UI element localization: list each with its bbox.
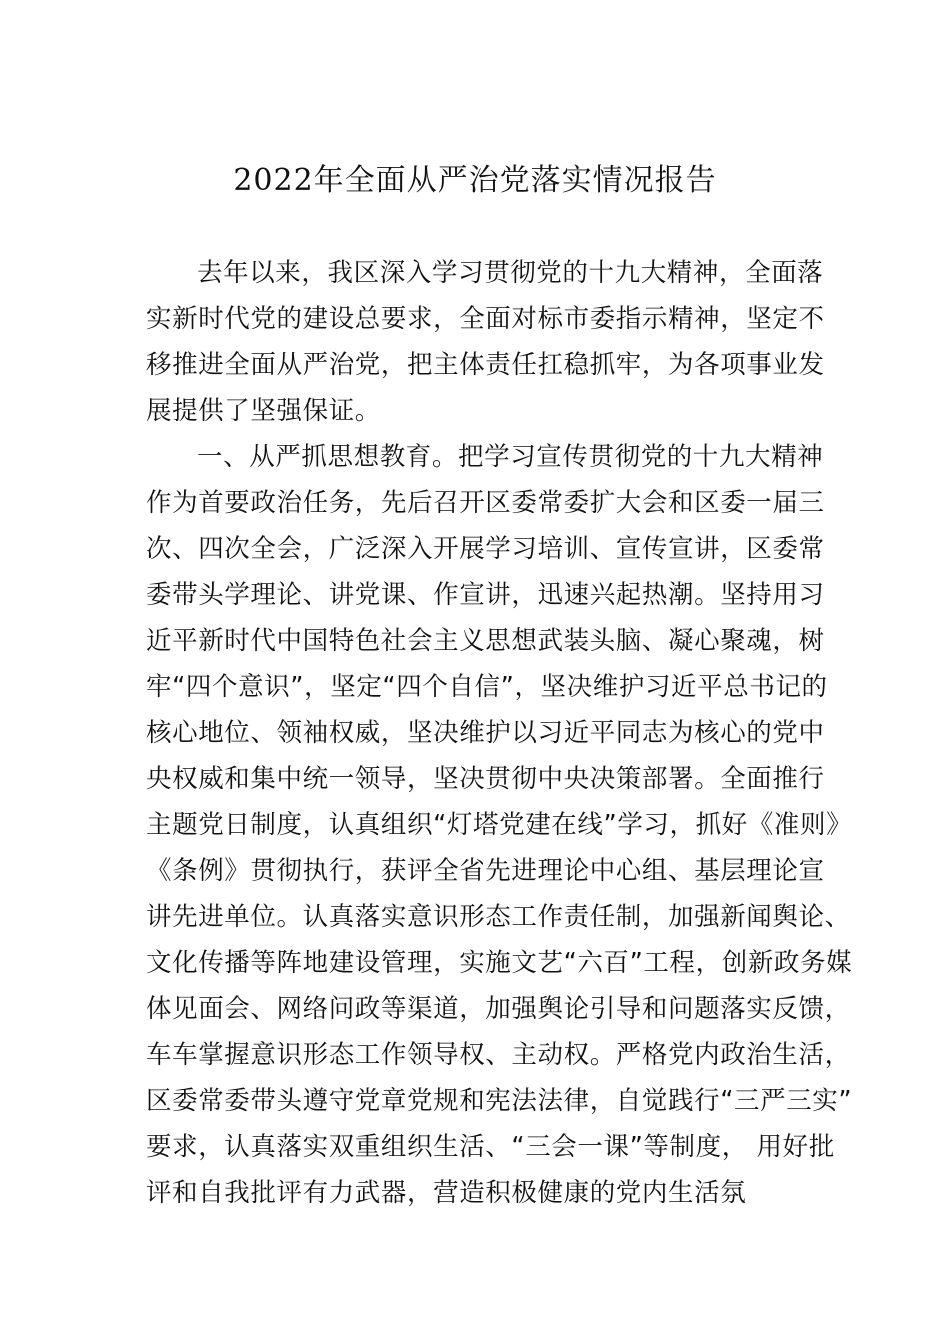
text-line: 委带头学理论、讲党课、作宣讲，迅速兴起热潮。坚持用习 bbox=[146, 580, 825, 610]
text-line: 一、从严抓思想教育。把学习宣传贯彻党的十九大精神 bbox=[197, 442, 824, 472]
text-line: 核心地位、领袖权威，坚决维护以习近平同志为核心的党中 bbox=[146, 718, 825, 748]
text-line: 主题党日制度，认真组织“灯塔党建在线”学习，抓好《准则》 bbox=[146, 810, 853, 840]
paragraph-intro bbox=[146, 250, 825, 434]
text-line: 央权威和集中统一领导，坚决贯彻中央决策部署。全面推行 bbox=[146, 764, 825, 794]
text-line: 移推进全面从严治党，把主体责任扛稳抓牢，为各项事业发 bbox=[146, 350, 825, 380]
text-line: 作为首要政治任务，先后召开区委常委扩大会和区委一届三 bbox=[146, 488, 825, 518]
text-line: 实新时代党的建设总要求，全面对标市委指示精神，坚定不 bbox=[146, 304, 825, 334]
text-line: 《条例》贯彻执行，获评全省先进理论中心组、基层理论宣 bbox=[146, 856, 825, 886]
text-line: 次、四次全会，广泛深入开展学习培训、宣传宣讲，区委常 bbox=[146, 534, 825, 564]
text-line: 去年以来，我区深入学习贯彻党的十九大精神，全面落 bbox=[197, 258, 824, 288]
document-title: 2022年全面从严治党落实情况报告 bbox=[233, 163, 717, 198]
text-line: 文化传播等阵地建设管理，实施文艺“六百”工程，创新政务媒 bbox=[146, 948, 853, 978]
text-line: 评和自我批评有力武器，营造积极健康的党内生活氛 bbox=[146, 1178, 747, 1208]
text-line: 讲先进单位。认真落实意识形态工作责任制，加强新闻舆论、 bbox=[146, 902, 851, 932]
text-line: 车车掌握意识形态工作领导权、主动权。严格党内政治生活， bbox=[146, 1040, 851, 1070]
text-line: 体见面会、网络问政等渠道，加强舆论引导和问题落实反馈， bbox=[146, 994, 851, 1024]
paragraph-section-1 bbox=[146, 434, 853, 1216]
text-line: 牢“四个意识”，坚定“四个自信”，坚决维护习近平总书记的 bbox=[146, 672, 828, 702]
text-line: 近平新时代中国特色社会主义思想武装头脑、凝心聚魂，树 bbox=[146, 626, 825, 656]
text-line: 要求，认真落实双重组织生活、“三会一课”等制度， 用好批 bbox=[146, 1132, 835, 1162]
document-body bbox=[146, 250, 853, 1216]
text-line: 展提供了坚强保证。 bbox=[146, 396, 381, 426]
text-line: 区委常委带头遵守党章党规和宪法法律，自觉践行“三严三实” bbox=[146, 1086, 853, 1116]
